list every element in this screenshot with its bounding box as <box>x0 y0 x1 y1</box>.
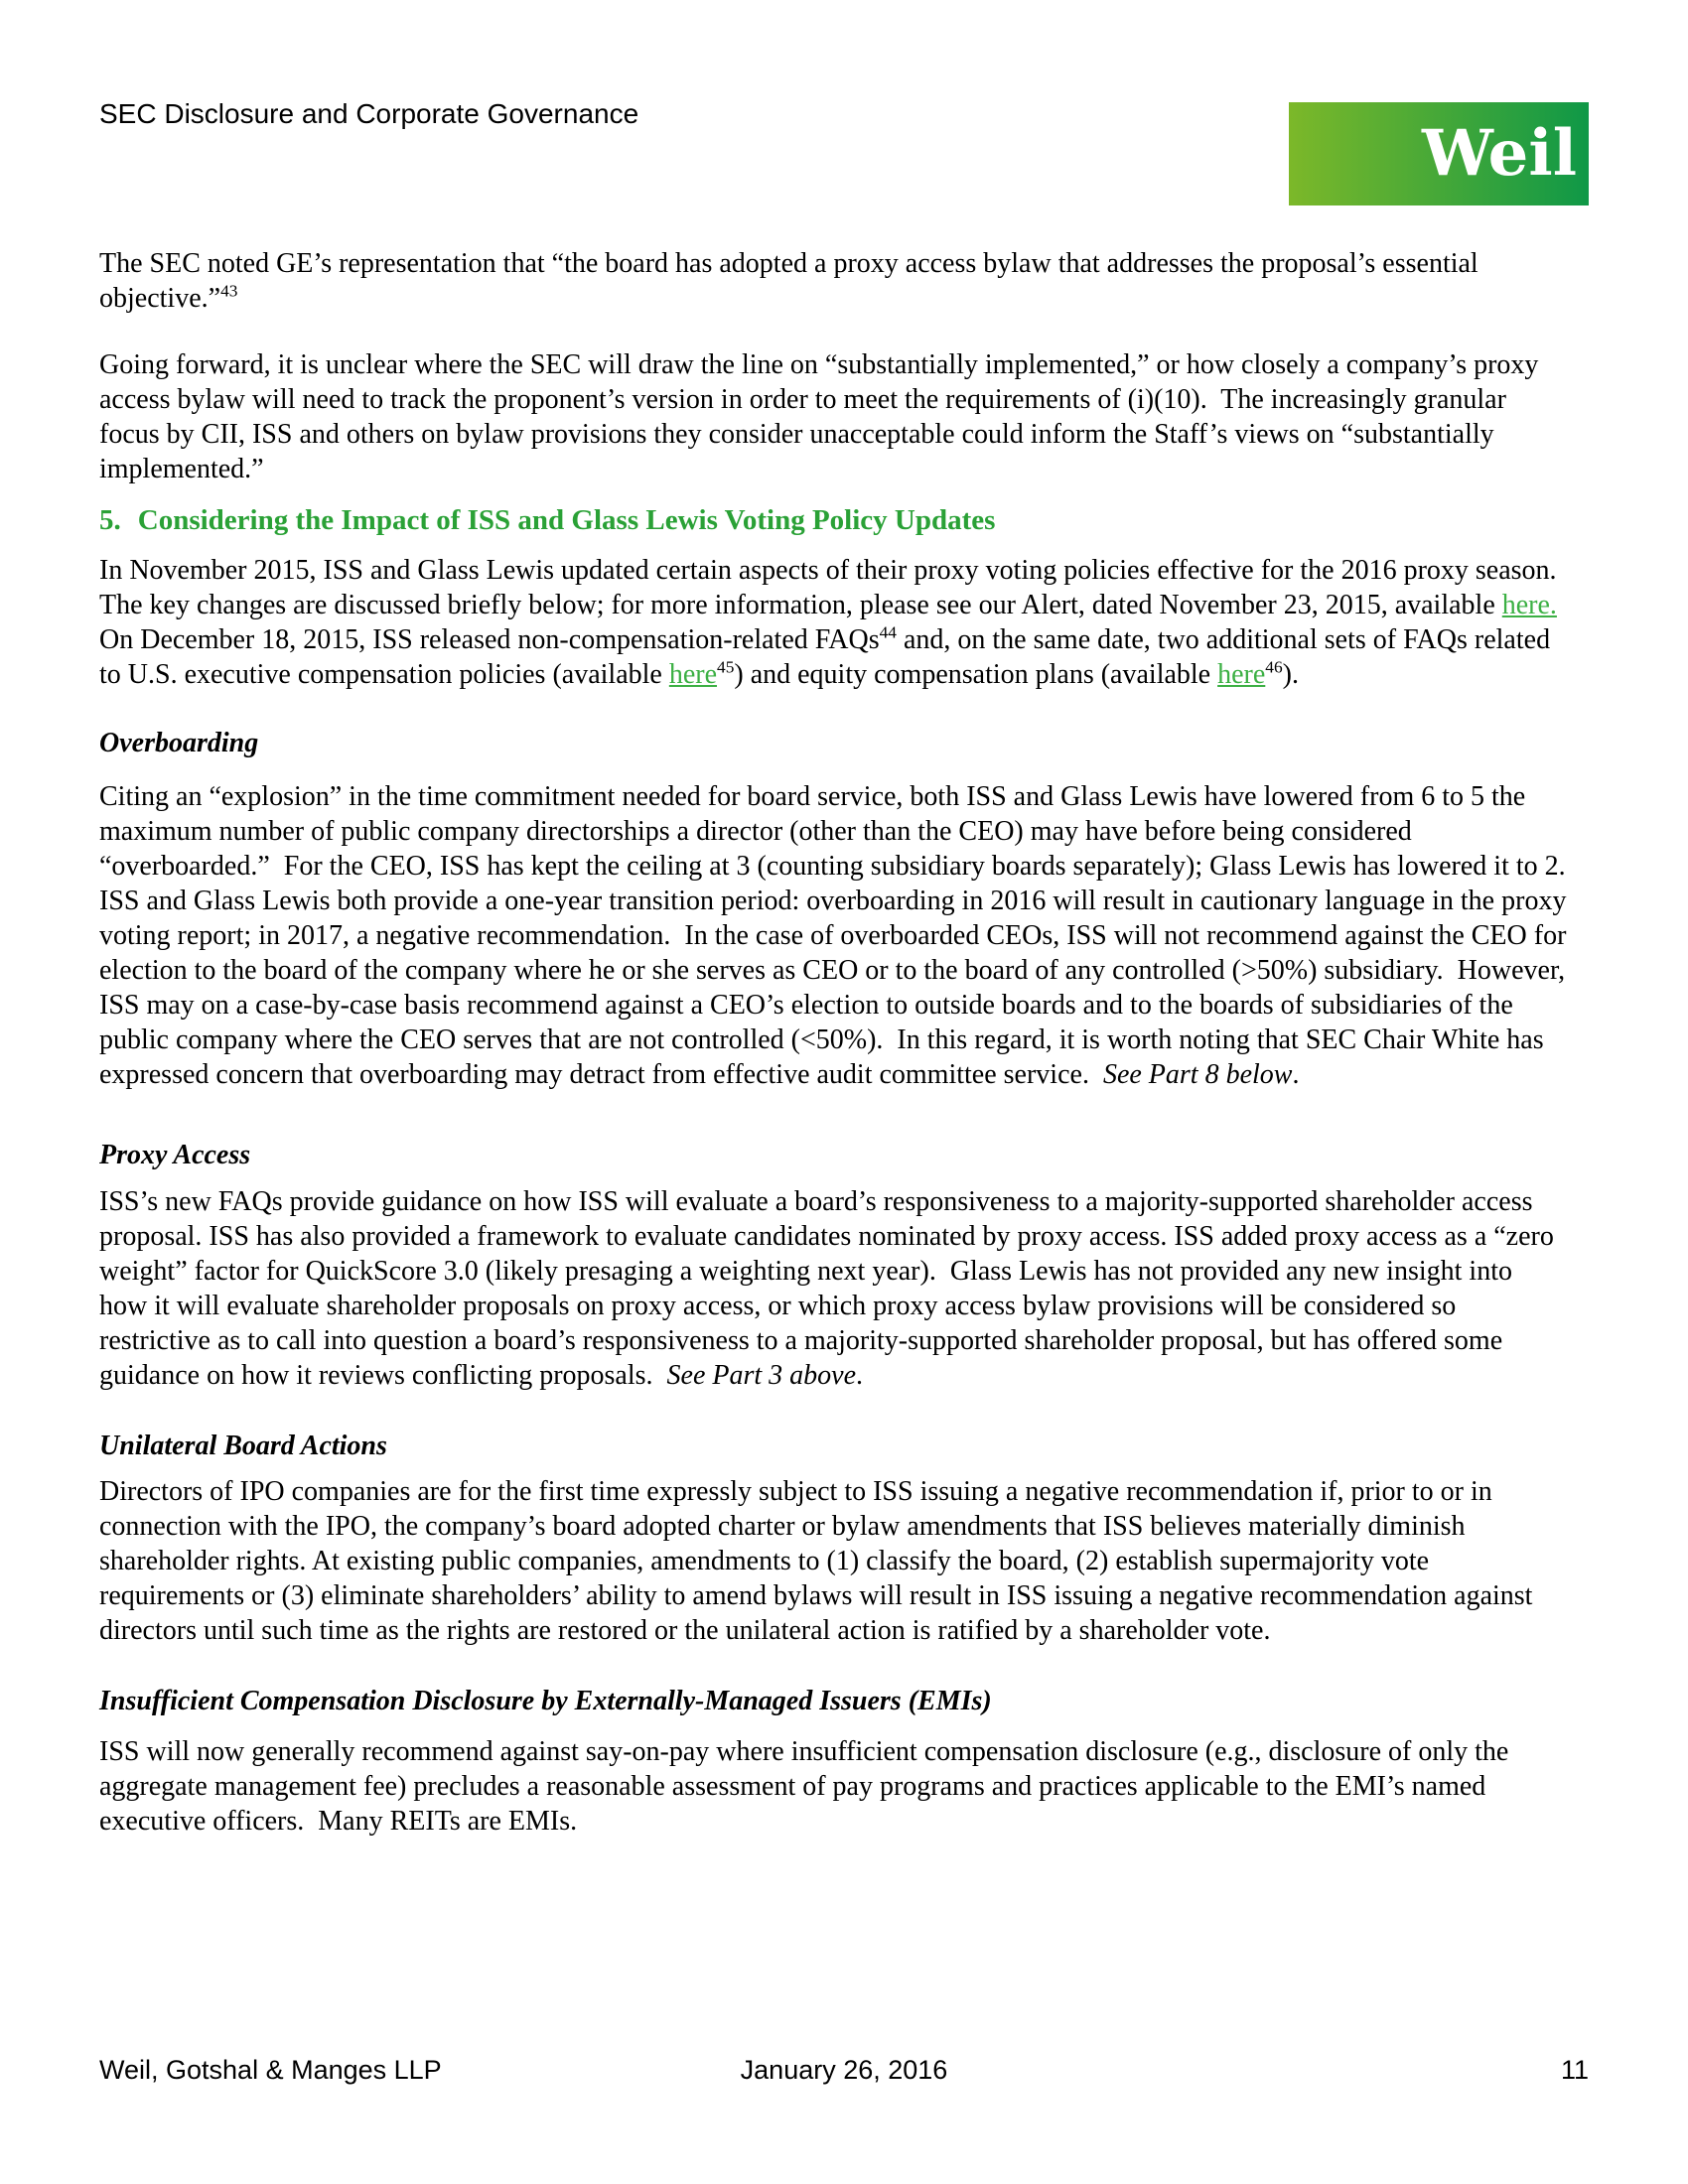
footer-page-number: 11 <box>1560 2055 1589 2085</box>
footnote-ref-45: 45 <box>717 657 735 677</box>
paragraph-overboarding <box>99 779 1580 1092</box>
cross-reference-part-3: See Part 3 above <box>666 1360 857 1391</box>
heading-overboarding: Overboarding <box>99 728 259 758</box>
footer-firm-name: Weil, Gotshal & Manges LLP <box>99 2055 442 2085</box>
paragraph-text: and, on the same date, two additional sets of FAQs related to U.S. executive compensation policies (available <box>99 624 1558 690</box>
paragraph-sec-noted-ge <box>99 246 1567 316</box>
footnote-ref-44: 44 <box>879 622 897 642</box>
document-body <box>99 246 1580 1839</box>
heading-proxy-access: Proxy Access <box>99 1140 251 1170</box>
footnote-ref-46: 46 <box>1265 657 1283 677</box>
paragraph-emi-disclosure: ISS will now generally recommend against say-on-pay where insufficient compensation disclosure (e.g., disclosure of only the aggregate management fee) precludes a reasonable assessment of pay programs and practices applicable to the EMI’s named executive officers. Many REITs are EMIs. <box>99 1736 1516 1837</box>
paragraph-text: In November 2015, ISS and Glass Lewis updated certain aspects of their proxy voting policies effective for the 2016 proxy season. The key changes are discussed briefly below; for more information, please see our Alert, dated November 23, 2015, available <box>99 555 1571 620</box>
heading-emi-disclosure: Insufficient Compensation Disclosure by Externally-Managed Issuers (EMIs) <box>99 1686 992 1716</box>
paragraph-text: . <box>1292 1059 1300 1090</box>
paragraph-text: ) and equity compensation plans (available <box>734 659 1218 690</box>
heading-unilateral-board-actions: Unilateral Board Actions <box>99 1431 387 1461</box>
document-footer <box>99 2055 1589 2085</box>
paragraph-november-updates <box>99 553 1571 692</box>
document-header-title: SEC Disclosure and Corporate Governance <box>99 98 639 129</box>
cross-reference-part-8: See Part 8 below <box>1102 1059 1293 1090</box>
paragraph-text: . <box>856 1360 864 1391</box>
paragraph-text: On December 18, 2015, ISS released non-compensation-related FAQs <box>99 590 1571 655</box>
paragraph-text: The SEC noted GE’s representation that “the board has adopted a proxy access bylaw that addresses the proposal’s essential objective.” <box>99 248 1485 314</box>
footer-date: January 26, 2016 <box>740 2055 948 2085</box>
compensation-faq-here-link[interactable]: here <box>668 659 718 690</box>
paragraph-proxy-access <box>99 1184 1567 1393</box>
heading-number: 5. <box>99 504 121 536</box>
weil-logo-wordmark: Weil <box>1422 116 1577 191</box>
heading-section-5 <box>99 501 1567 539</box>
paragraph-going-forward: Going forward, it is unclear where the SEC will draw the line on “substantially implemented,” or how closely a company’s proxy access bylaw will need to track the proponent’s version in order to meet the requirements of (i)(10). The increasingly granular focus by CII, ISS and others on bylaw provisions they consider unacceptable could inform the Staff’s views on “substantially implemented.” <box>99 349 1546 484</box>
paragraph-text: ). <box>1282 659 1299 690</box>
footnote-ref-43: 43 <box>220 281 238 301</box>
equity-plans-here-link[interactable]: here <box>1217 659 1266 690</box>
paragraph-unilateral-board-actions: Directors of IPO companies are for the first time expressly subject to ISS issuing a negative recommendation if, prior to or in connection with the IPO, the company’s board adopted charter or bylaw amendments that ISS believes materially diminish shareholder rights. At existing public companies, amendments to (1) classify the board, (2) establish supermajority vote requirements or (3) eliminate shareholders’ ability to amend bylaws will result in ISS issuing a negative recommendation against directors until such time as the rights are restored or the unilateral action is ratified by a shareholder vote. <box>99 1476 1540 1646</box>
heading-title: Considering the Impact of ISS and Glass Lewis Voting Policy Updates <box>137 504 996 536</box>
paragraph-text: ISS’s new FAQs provide guidance on how ISS will evaluate a board’s responsiveness to a majority-supported shareholder access proposal. ISS has also provided a framework to evaluate candidates nominated by proxy access. ISS added proxy access as a “zero weight” factor for QuickScore 3.0 (likely presaging a weighting next year). Glass Lewis has not provided any new insight into how it will evaluate shareholder proposals on proxy access, or which proxy access bylaw provisions will be considered so restrictive as to call into question a board’s responsiveness to a majority-supported shareholder proposal, but has offered some guidance on how it reviews conflicting proposals. <box>99 1186 1561 1391</box>
alert-here-link[interactable]: here. <box>1501 590 1557 620</box>
paragraph-text: Citing an “explosion” in the time commitment needed for board service, both ISS and Glass Lewis have lowered from 6 to 5 the maximum number of public company directorships a director (other than the CEO) may have before being considered “overboarded.” For the CEO, ISS has kept the ceiling at 3 (counting subsidiary boards separately); Glass Lewis has lowered it to 2. ISS and Glass Lewis both provide a one-year transition period: overboarding in 2016 will result in cautionary language in the proxy voting report; in 2017, a negative recommendation. In the case of overboarded CEOs, ISS will not recommend against the CEO for election to the board of the company where he or she serves as CEO or to the board of any controlled (>50%) subsidiary. However, ISS may on a case-by-case basis recommend against a CEO’s election to outside boards and to the boards of subsidiaries of the public company where the CEO serves that are not controlled (<50%). In this regard, it is worth noting that SEC Chair White has expressed concern that overboarding may detract from effective audit committee service. <box>99 781 1580 1090</box>
weil-logo <box>1289 102 1589 205</box>
